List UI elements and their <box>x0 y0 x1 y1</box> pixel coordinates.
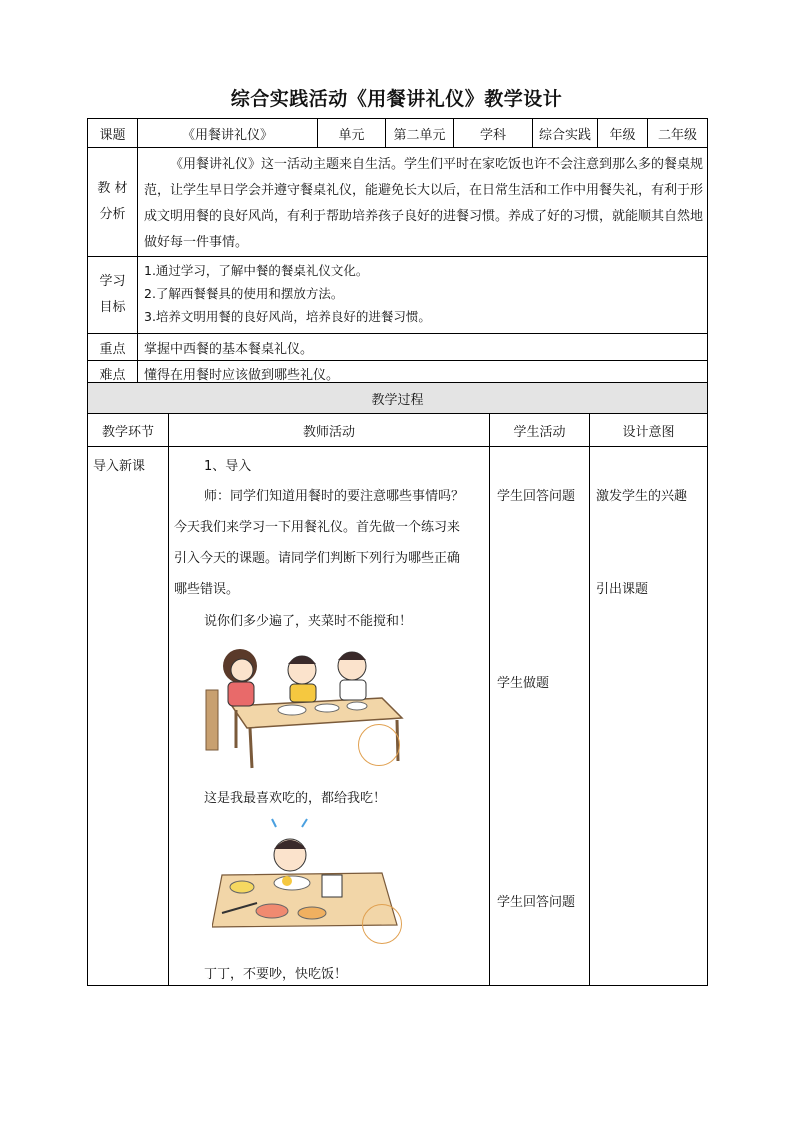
grade-label: 年级 <box>598 119 648 148</box>
col-step: 教学环节 <box>88 414 169 447</box>
header-row <box>88 119 708 148</box>
student-activity-3: 学生回答问题 <box>497 895 576 910</box>
teacher-line: 引入今天的课题。请同学们判断下列行为哪些正确 <box>174 551 461 566</box>
key-point-row <box>88 334 708 361</box>
intro-heading: 1、导入 <box>204 459 252 474</box>
difficulty-text: 懂得在用餐时应该做到哪些礼仪。 <box>138 361 708 387</box>
analysis-label <box>88 148 138 257</box>
col-student: 学生活动 <box>490 414 590 447</box>
col-teacher: 教师活动 <box>169 414 490 447</box>
unit-value: 第二单元 <box>386 119 454 148</box>
key-point-label: 重点 <box>88 334 138 361</box>
intro-intent-cell <box>590 447 708 986</box>
col-intent: 设计意图 <box>590 414 708 447</box>
grade-value: 二年级 <box>648 119 708 148</box>
goal-item: 1.通过学习，了解中餐的餐桌礼仪文化。 <box>144 263 369 278</box>
analysis-label-2: 分析 <box>99 207 126 222</box>
answer-circle[interactable] <box>362 904 402 944</box>
teacher-line: 今天我们来学习一下用餐礼仪。首先做一个练习来 <box>174 520 461 535</box>
goal-item: 3.培养文明用餐的良好风尚，培养良好的进餐习惯。 <box>144 309 431 324</box>
info-table <box>87 118 708 387</box>
intent-1: 激发学生的兴趣 <box>596 489 688 504</box>
key-point-text: 掌握中西餐的基本餐桌礼仪。 <box>138 334 708 361</box>
goals-label-1: 学习 <box>99 274 126 289</box>
answer-circle[interactable] <box>358 724 400 766</box>
student-activity-2: 学生做题 <box>497 676 550 691</box>
difficulty-label: 难点 <box>88 361 138 387</box>
quote-1: 说你们多少遍了，夹菜时不能搅和！ <box>204 614 413 629</box>
process-header: 教学过程 <box>88 383 708 414</box>
intro-step-cell <box>88 447 169 986</box>
analysis-row <box>88 148 708 257</box>
intro-step: 导入新课 <box>93 459 146 474</box>
course-value: 《用餐讲礼仪》 <box>138 119 318 148</box>
column-header-row <box>88 414 708 447</box>
goals-list <box>138 257 708 334</box>
goals-label <box>88 257 138 334</box>
goal-item: 2.了解西餐餐具的使用和摆放方法。 <box>144 286 344 301</box>
subject-value: 综合实践 <box>533 119 598 148</box>
analysis-label-1: 教 材 <box>97 181 128 196</box>
process-header-row <box>88 383 708 414</box>
analysis-text: 《用餐讲礼仪》这一活动主题来自生活。学生们平时在家吃饭也许不会注意到那么多的餐桌规范，让学生早日学会并遵守餐桌礼仪，能避免长大以后，在日常生活和工作中用餐失礼，有利于形成文明用餐的良好风尚，有利于帮助培养孩子良好的进餐习惯。养成了好的习惯，就能顺其自然地做好每一件事情。 <box>138 148 708 257</box>
teacher-line: 师：同学们知道用餐时的要注意哪些事情吗？ <box>204 489 465 504</box>
intent-2: 引出课题 <box>596 582 649 597</box>
teacher-line: 哪些错误。 <box>174 582 240 597</box>
quote-3: 丁丁，不要吵，快吃饭！ <box>204 967 348 982</box>
subject-label: 学科 <box>454 119 533 148</box>
student-activity-1: 学生回答问题 <box>497 489 576 504</box>
quote-2: 这是我最喜欢吃的，都给我吃！ <box>204 791 387 806</box>
goals-row <box>88 257 708 334</box>
course-label: 课题 <box>88 119 138 148</box>
unit-label: 单元 <box>318 119 386 148</box>
goals-label-2: 目标 <box>99 300 126 315</box>
page-title: 综合实践活动《用餐讲礼仪》教学设计 <box>230 88 563 110</box>
